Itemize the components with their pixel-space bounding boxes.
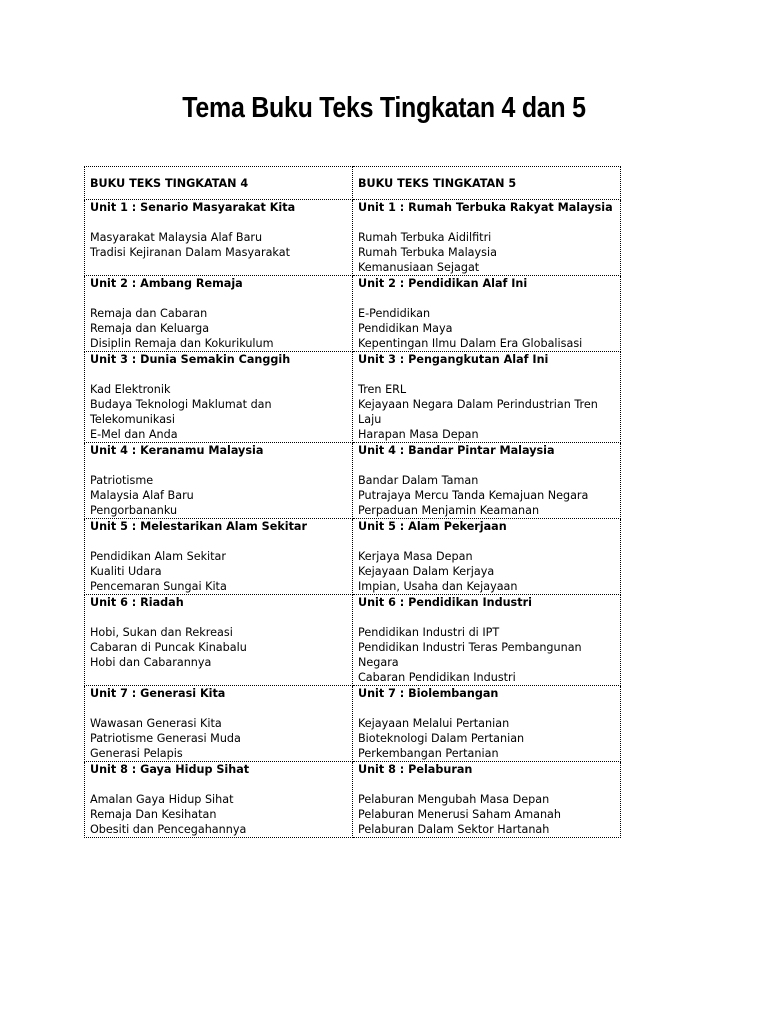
table-row: [85, 352, 621, 443]
topic-item: Kerjaya Masa Depan: [358, 550, 473, 563]
header-form5: BUKU TEKS TINGKATAN 5: [353, 167, 621, 200]
table-body: [85, 167, 621, 838]
topic-item: Rumah Terbuka Malaysia: [358, 246, 497, 259]
cell-form4: [85, 762, 353, 838]
table-row: [85, 200, 621, 276]
topic-item: Pendidikan Alam Sekitar: [90, 550, 227, 563]
topic-item: Tren ERL: [358, 383, 407, 396]
unit-title: Unit 5 : Melestarikan Alam Sekitar: [90, 520, 308, 533]
topic-item: Rumah Terbuka Aidilfitri: [358, 231, 492, 244]
cell-form4: [85, 595, 353, 686]
cell-form5: [353, 352, 621, 443]
topic-item: Kejayaan Dalam Kerjaya: [358, 565, 495, 578]
topic-item: Generasi Pelapis: [90, 747, 183, 760]
topic-item: Kemanusiaan Sejagat: [358, 261, 480, 274]
topic-item: Tradisi Kejiranan Dalam Masyarakat: [90, 246, 290, 259]
unit-title: Unit 6 : Riadah: [90, 596, 184, 609]
topic-item: Remaja dan Cabaran: [90, 307, 208, 320]
topic-item: Disiplin Remaja dan Kokurikulum: [90, 337, 274, 350]
unit-title: Unit 7 : Generasi Kita: [90, 687, 226, 700]
topic-item: Cabaran Pendidikan Industri: [358, 671, 516, 684]
table-row: [85, 443, 621, 519]
cell-form4: [85, 443, 353, 519]
cell-form4: [85, 200, 353, 276]
topic-item: Harapan Masa Depan: [358, 428, 479, 441]
cell-form5: [353, 200, 621, 276]
topic-item: Kepentingan Ilmu Dalam Era Globalisasi: [358, 337, 583, 350]
topic-item: Pencemaran Sungai Kita: [90, 580, 227, 593]
table-header-row: [85, 167, 621, 200]
unit-title: Unit 3 : Pengangkutan Alaf Ini: [358, 353, 549, 366]
topic-item: Kad Elektronik: [90, 383, 171, 396]
cell-form5: [353, 443, 621, 519]
cell-form5: [353, 762, 621, 838]
topic-item: Pengorbananku: [90, 504, 178, 517]
unit-title: Unit 2 : Pendidikan Alaf Ini: [358, 277, 528, 290]
topic-item: Budaya Teknologi Maklumat dan Telekomunikasi: [90, 398, 272, 426]
topic-item: Perkembangan Pertanian: [358, 747, 499, 760]
topic-item: Obesiti dan Pencegahannya: [90, 823, 247, 836]
unit-title: Unit 8 : Gaya Hidup Sihat: [90, 763, 250, 776]
cell-form5: [353, 686, 621, 762]
unit-title: Unit 1 : Rumah Terbuka Rakyat Malaysia: [358, 201, 613, 214]
table-row: [85, 519, 621, 595]
topic-item: Malaysia Alaf Baru: [90, 489, 194, 502]
topic-item: Impian, Usaha dan Kejayaan: [358, 580, 518, 593]
topic-item: Cabaran di Puncak Kinabalu: [90, 641, 247, 654]
unit-title: Unit 7 : Biolembangan: [358, 687, 499, 700]
topic-item: Bioteknologi Dalam Pertanian: [358, 732, 525, 745]
topic-item: Putrajaya Mercu Tanda Kemajuan Negara: [358, 489, 589, 502]
table-row: [85, 762, 621, 838]
unit-title: Unit 4 : Bandar Pintar Malaysia: [358, 444, 555, 457]
topic-item: Pelaburan Mengubah Masa Depan: [358, 793, 550, 806]
cell-form5: [353, 595, 621, 686]
topic-item: Hobi, Sukan dan Rekreasi: [90, 626, 233, 639]
topic-item: Kualiti Udara: [90, 565, 162, 578]
table-row: [85, 276, 621, 352]
cell-form5: [353, 276, 621, 352]
cell-form4: [85, 519, 353, 595]
cell-form4: [85, 276, 353, 352]
topic-item: Patriotisme Generasi Muda: [90, 732, 241, 745]
topic-item: Pendidikan Industri Teras Pembangunan Negara: [358, 641, 582, 669]
topic-item: Pelaburan Menerusi Saham Amanah: [358, 808, 561, 821]
unit-title: Unit 3 : Dunia Semakin Canggih: [90, 353, 291, 366]
topic-item: Remaja Dan Kesihatan: [90, 808, 217, 821]
header-form4: BUKU TEKS TINGKATAN 4: [85, 167, 353, 200]
unit-title: Unit 5 : Alam Pekerjaan: [358, 520, 507, 533]
unit-title: Unit 2 : Ambang Remaja: [90, 277, 243, 290]
topic-item: Kejayaan Melalui Pertanian: [358, 717, 510, 730]
cell-form5: [353, 519, 621, 595]
topic-item: Amalan Gaya Hidup Sihat: [90, 793, 234, 806]
topic-item: Wawasan Generasi Kita: [90, 717, 222, 730]
table-row: [85, 686, 621, 762]
cell-form4: [85, 352, 353, 443]
table-row: [85, 595, 621, 686]
topic-item: Kejayaan Negara Dalam Perindustrian Tren Laju: [358, 398, 598, 426]
topic-item: E-Pendidikan: [358, 307, 431, 320]
cell-form4: [85, 686, 353, 762]
topic-item: Hobi dan Cabarannya: [90, 656, 212, 669]
unit-title: Unit 8 : Pelaburan: [358, 763, 473, 776]
topic-item: Masyarakat Malaysia Alaf Baru: [90, 231, 263, 244]
themes-table: [84, 166, 621, 838]
unit-title: Unit 1 : Senario Masyarakat Kita: [90, 201, 296, 214]
unit-title: Unit 6 : Pendidikan Industri: [358, 596, 532, 609]
topic-item: E-Mel dan Anda: [90, 428, 178, 441]
topic-item: Pendidikan Maya: [358, 322, 453, 335]
topic-item: Patriotisme: [90, 474, 154, 487]
page-title: Tema Buku Teks Tingkatan 4 dan 5: [182, 92, 586, 124]
topic-item: Remaja dan Keluarga: [90, 322, 210, 335]
unit-title: Unit 4 : Keranamu Malaysia: [90, 444, 264, 457]
topic-item: Pendidikan Industri di IPT: [358, 626, 500, 639]
topic-item: Pelaburan Dalam Sektor Hartanah: [358, 823, 550, 836]
topic-item: Perpaduan Menjamin Keamanan: [358, 504, 540, 517]
topic-item: Bandar Dalam Taman: [358, 474, 479, 487]
